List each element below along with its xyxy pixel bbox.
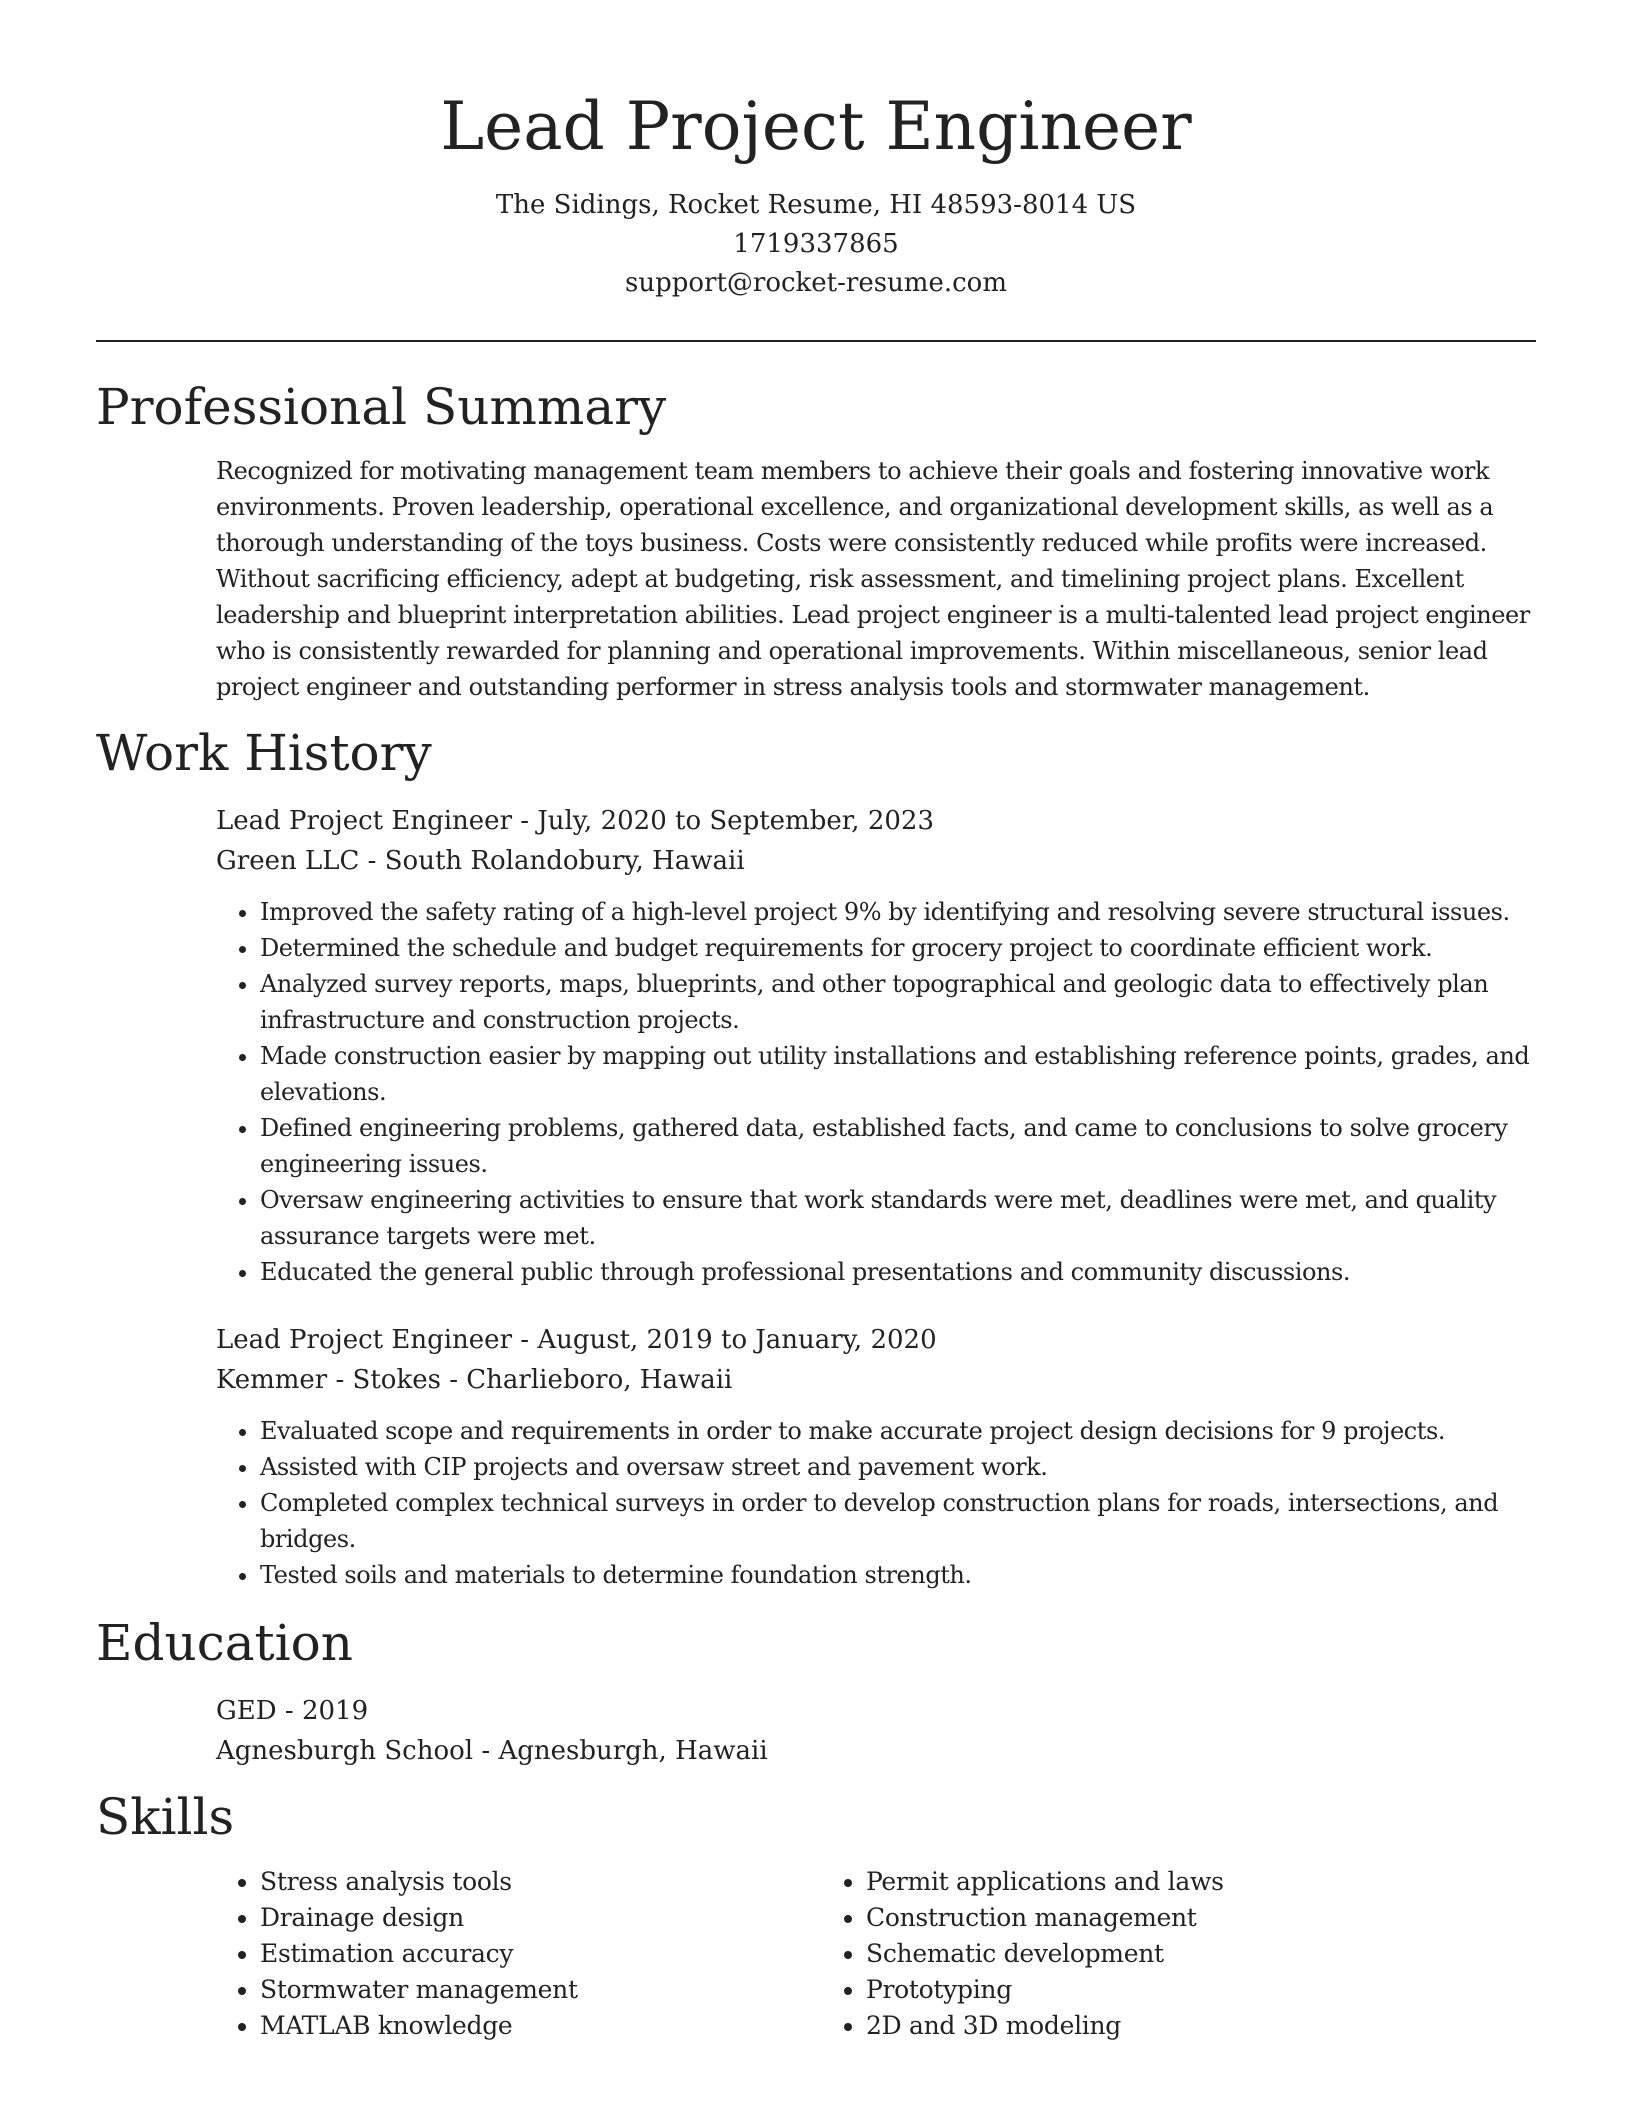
list-item: • Determined the schedule and budget requirements for grocery project to coordinate efficient work. — [260, 930, 1536, 966]
list-item: • Oversaw engineering activities to ensure that work standards were met, deadlines were met, and quality assurance targets were met. — [260, 1182, 1536, 1254]
list-item: • Tested soils and materials to determine foundation strength. — [260, 1557, 1536, 1593]
school-location: Agnesburgh, Hawaii — [498, 1736, 768, 1766]
skills-grid — [216, 1864, 1536, 2044]
list-item: • Made construction easier by mapping out utility installations and establishing reference points, grades, and elevations. — [260, 1038, 1536, 1110]
school-name: Agnesburgh School — [216, 1736, 474, 1766]
skills-column-left — [216, 1864, 822, 2044]
degree-year: 2019 — [301, 1696, 369, 1726]
job-entry — [216, 1320, 1536, 1593]
job-location: Charlieboro, Hawaii — [466, 1365, 733, 1395]
skill-item: • Estimation accuracy — [260, 1936, 822, 1972]
job-title-line — [216, 1320, 1536, 1360]
degree: GED — [216, 1696, 277, 1726]
separator: - — [440, 1365, 467, 1395]
section-title-skills: Skills — [96, 1788, 235, 1846]
separator: - — [359, 846, 385, 876]
job-company-line — [216, 841, 1536, 881]
contact-block — [96, 186, 1536, 303]
education-entry — [216, 1691, 1536, 1771]
skill-item: • Drainage design — [260, 1900, 822, 1936]
resume-page — [96, 0, 1536, 2044]
separator: - — [473, 1736, 499, 1766]
job-dates: August, 2019 to January, 2020 — [537, 1325, 937, 1355]
job-dates: July, 2020 to September, 2023 — [537, 806, 935, 836]
header-divider — [96, 340, 1536, 342]
list-item: • Defined engineering problems, gathered data, established facts, and came to conclusions to solve grocery engineering issues. — [260, 1110, 1536, 1182]
separator: - — [276, 1696, 302, 1726]
skill-item: • Schematic development — [866, 1936, 1482, 1972]
job-title-line — [216, 801, 1536, 841]
job-company: Kemmer - Stokes — [216, 1365, 441, 1395]
separator: - — [512, 806, 538, 836]
skill-item: • Stress analysis tools — [260, 1864, 822, 1900]
phone: 1719337865 — [733, 229, 899, 259]
section-title-work-history: Work History — [96, 724, 432, 782]
skill-item: • 2D and 3D modeling — [866, 2008, 1482, 2044]
skill-item: • Stormwater management — [260, 1972, 822, 2008]
skills-column-right — [822, 1864, 1482, 2044]
list-item: • Analyzed survey reports, maps, blueprints, and other topographical and geologic data to effectively plan infrastructure and construction projects. — [260, 966, 1536, 1038]
list-item: • Completed complex technical surveys in order to develop construction plans for roads, intersections, and bridges. — [260, 1485, 1536, 1557]
job-company: Green LLC — [216, 846, 360, 876]
skill-item: • Prototyping — [866, 1972, 1482, 2008]
skill-item: • Construction management — [866, 1900, 1482, 1936]
job-location: South Rolandobury, Hawaii — [384, 846, 745, 876]
job-role: Lead Project Engineer — [216, 806, 512, 836]
job-bullets — [216, 894, 1536, 1290]
email: support@rocket-resume.com — [624, 268, 1007, 298]
list-item: • Educated the general public through professional presentations and community discussions. — [260, 1254, 1536, 1290]
section-title-education: Education — [96, 1614, 353, 1672]
job-entry — [216, 801, 1536, 1290]
summary-text: Recognized for motivating management team members to achieve their goals and fostering innovative work environments. Proven leadership, operational excellence, and organizational development skills, as well as a thorough understanding of the toys business. Costs were consistently reduced while profits were increased. Without sacrificing efficiency, adept at budgeting, risk assessment, and timelining project plans. Excellent leadership and blueprint interpretation abilities. Lead project engineer is a multi-talented lead project engineer who is consistently rewarded for planning and operational improvements. Within miscellaneous, senior lead project engineer and outstanding performer in stress analysis tools and stormwater management. — [216, 457, 1530, 701]
list-item: • Improved the safety rating of a high-level project 9% by identifying and resolving severe structural issues. — [260, 894, 1536, 930]
separator: - — [512, 1325, 538, 1355]
school-line — [216, 1731, 1536, 1771]
skill-item: • Permit applications and laws — [866, 1864, 1482, 1900]
list-item: • Assisted with CIP projects and oversaw street and pavement work. — [260, 1449, 1536, 1485]
job-company-line — [216, 1360, 1536, 1400]
address: The Sidings, Rocket Resume, HI 48593-8014 US — [495, 190, 1137, 220]
degree-line — [216, 1691, 1536, 1731]
job-bullets — [216, 1413, 1536, 1593]
section-title-summary: Professional Summary — [96, 378, 667, 436]
list-item: • Evaluated scope and requirements in order to make accurate project design decisions for 9 projects. — [260, 1413, 1536, 1449]
skill-item: • MATLAB knowledge — [260, 2008, 822, 2044]
job-role: Lead Project Engineer — [216, 1325, 512, 1355]
candidate-name: Lead Project Engineer — [440, 88, 1192, 165]
